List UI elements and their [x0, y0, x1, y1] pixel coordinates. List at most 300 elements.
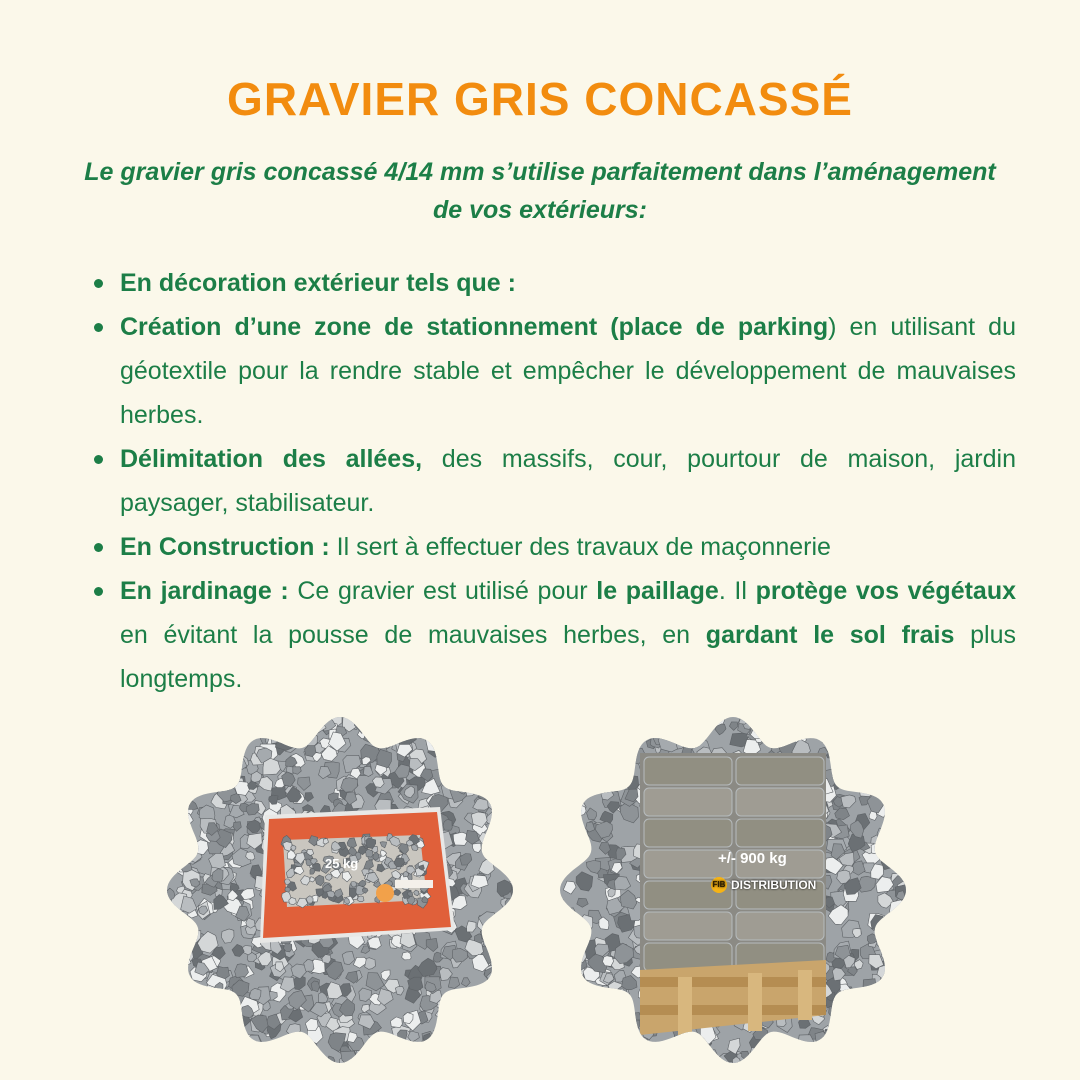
gravel-stone [558, 715, 568, 731]
gravel-stone [609, 1005, 623, 1021]
gravel-stone [482, 765, 496, 780]
gravel-stone [890, 779, 908, 796]
gravel-stone [758, 1047, 774, 1063]
gravel-stone [194, 715, 212, 733]
gravel-stone [875, 926, 892, 942]
gravel-stone [597, 715, 609, 722]
gravel-stone [891, 762, 903, 776]
gravel-stone [895, 1036, 908, 1054]
gravel-stone [385, 731, 396, 742]
gravel-stone [893, 728, 903, 738]
gravel-stone [606, 746, 618, 757]
gravel-stone [494, 998, 504, 1007]
gravel-stone [775, 715, 787, 727]
gravel-stone [800, 1043, 812, 1052]
gravel-stone [302, 733, 317, 746]
gravel-stone [575, 757, 592, 771]
item-text: ) en utilisant du géotextile pour la rendre stable et empêcher le développement de mauvaises herbes. [120, 313, 1016, 429]
gravel-stone [227, 1024, 240, 1037]
gravel-stone [263, 1058, 278, 1065]
gravel-bag-photo [165, 715, 515, 1065]
gravel-stone [664, 717, 678, 731]
gravel-stone [479, 998, 493, 1012]
gravel-stone [664, 715, 674, 726]
gravel-stone [214, 1038, 230, 1056]
gravel-stone [880, 998, 896, 1018]
gravel-stone [218, 1023, 232, 1037]
gravel-stone [403, 715, 415, 725]
gravel-stone [827, 727, 836, 735]
gravel-stone [669, 1057, 680, 1065]
gravel-stone [194, 754, 211, 769]
gravel-stone [559, 935, 576, 952]
gravel-stone [568, 740, 577, 748]
gravel-stone [497, 953, 512, 968]
gravel-stone [776, 715, 785, 724]
gravel-bag-image [165, 715, 515, 1065]
gravel-stone [672, 723, 684, 734]
gravel-stone [859, 994, 875, 1010]
gravel-stone [558, 806, 569, 821]
bullet-icon [94, 455, 103, 464]
gravel-stone [843, 1028, 861, 1044]
gravel-stone [370, 715, 385, 722]
gravel-stone [212, 715, 231, 728]
gravel-stone [167, 975, 177, 984]
gravel-stone [476, 1003, 495, 1022]
gravel-stone [490, 1046, 502, 1056]
gravel-stone [657, 721, 668, 732]
gravel-stone [864, 770, 881, 786]
gravel-stone [865, 728, 879, 745]
gravel-stone [558, 725, 571, 741]
gravel-stone [165, 904, 175, 920]
gravel-stone [365, 958, 376, 970]
gravel-stone [184, 998, 197, 1012]
gravel-stone [870, 715, 884, 724]
gravel-stone [292, 730, 309, 747]
gravel-stone [881, 1019, 895, 1035]
gravel-stone [878, 715, 897, 726]
gravel-stone [623, 769, 633, 777]
gravel-stone [489, 774, 503, 786]
gravel-stone [560, 720, 571, 730]
gravel-stone [468, 1016, 479, 1028]
gravel-stone [893, 830, 904, 840]
item-text: Ce gravier est utilisé pour [288, 577, 597, 605]
gravel-stone [467, 761, 477, 769]
gravel-stone [617, 742, 630, 753]
gravel-stone [881, 919, 895, 933]
gravel-stone [176, 795, 189, 812]
gravel-stone [870, 992, 888, 1009]
gravel-stone [183, 1054, 199, 1065]
gravel-stone [584, 725, 600, 744]
gravel-stone [398, 1052, 414, 1065]
gravel-stone [496, 806, 510, 819]
gravel-stone [888, 956, 902, 971]
gravel-stone [490, 986, 509, 1003]
gravel-stone [705, 715, 715, 721]
gravel-stone [275, 734, 295, 750]
gravel-stone [451, 734, 471, 751]
gravel-stone [570, 1029, 583, 1042]
gravel-stone [796, 717, 807, 733]
item-text: plus longtemps. [120, 621, 1017, 693]
gravel-stone [843, 1021, 856, 1034]
bullet-icon [94, 543, 103, 552]
gravel-stone [358, 721, 378, 739]
gravel-stone [885, 956, 904, 973]
gravel-stone [870, 754, 882, 764]
gravel-stone [498, 762, 510, 776]
gravel-stone [165, 1014, 175, 1029]
gravel-stone [626, 728, 641, 740]
gravel-stone [505, 715, 515, 723]
gravel-stone [853, 1048, 866, 1061]
gravel-stone [558, 935, 568, 955]
gravel-stone [871, 717, 884, 727]
gravel-stone [832, 1016, 841, 1026]
gravel-stone [576, 1028, 596, 1045]
gravel-stone [889, 944, 908, 960]
gravel-stone [822, 722, 835, 734]
gravel-stone [358, 896, 365, 902]
gravel-stone [590, 1042, 601, 1053]
gravel-stone [463, 721, 476, 736]
gravel-stone [558, 821, 567, 838]
gravel-stone [824, 1033, 838, 1045]
gravel-stone [197, 747, 205, 758]
gravel-stone [851, 757, 866, 774]
gravel-stone [883, 960, 903, 977]
gravel-stone [486, 778, 504, 793]
gravel-stone [201, 769, 220, 786]
gravel-stone [881, 855, 896, 869]
gravel-stone [184, 751, 197, 764]
gravel-stone [880, 726, 899, 740]
item-text-bold: le paillage [596, 577, 719, 605]
gravel-stone [222, 742, 241, 760]
gravel-stone [194, 1058, 211, 1065]
gravel-stone [500, 1031, 515, 1043]
gravel-stone [176, 976, 189, 988]
gravel-stone [179, 982, 192, 993]
gravel-stone [888, 926, 901, 939]
gravel-stone [568, 758, 578, 771]
gravel-stone [598, 1053, 614, 1066]
gravel-stone [865, 1025, 875, 1034]
gravel-stone [489, 821, 502, 833]
gravel-stone [438, 1024, 448, 1036]
gravel-stone [839, 719, 852, 728]
gravel-stone [559, 818, 574, 832]
gravel-stone [278, 1047, 287, 1056]
gravel-stone [710, 715, 722, 722]
gravel-stone [608, 715, 621, 723]
gravel-stone [454, 715, 469, 731]
gravel-stone [175, 978, 188, 990]
gravel-stone [180, 957, 191, 966]
gravel-stone [611, 1040, 627, 1058]
gravel-stone [830, 1019, 842, 1032]
gravel-stone [900, 959, 908, 971]
brand-logo [711, 877, 816, 893]
gravel-stone [891, 1000, 908, 1016]
gravel-stone [186, 994, 197, 1006]
gravel-stone [231, 720, 253, 738]
gravel-stone [569, 976, 582, 988]
gravel-stone [867, 720, 880, 735]
item-text-bold: Délimitation des allées, [120, 445, 423, 473]
gravel-stone [426, 726, 434, 736]
gravel-stone [851, 722, 861, 734]
gravel-stone [874, 1006, 892, 1024]
gravel-stone [370, 1043, 386, 1060]
gravel-stone [842, 1009, 854, 1022]
gravel-stone [245, 1035, 262, 1052]
gravel-stone [398, 1030, 408, 1040]
brand-name: DISTRIBUTION [731, 878, 817, 892]
gravel-stone [171, 781, 188, 800]
gravel-stone [558, 905, 567, 918]
gravel-stone [369, 1046, 382, 1060]
gravel-stone [884, 850, 900, 862]
gravel-stone [614, 1040, 627, 1055]
gravel-stone [383, 720, 392, 728]
gravel-stone [829, 1021, 844, 1034]
gravel-stone [578, 1045, 589, 1058]
gravel-stone [558, 719, 570, 730]
gravel-stone [167, 1000, 178, 1013]
gravel-stone [863, 979, 876, 995]
gravel-stone [602, 715, 622, 729]
usage-item [90, 525, 1016, 569]
gravel-stone [504, 856, 515, 866]
gravel-stone [240, 715, 257, 731]
gravel-stone [558, 911, 569, 926]
gravel-stone [499, 918, 511, 933]
gravel-stone [165, 950, 175, 964]
gravel-stone [829, 1005, 840, 1016]
gravel-stone [499, 1029, 515, 1046]
gravel-stone [509, 997, 515, 1006]
gravel-stone [690, 1042, 708, 1059]
gravel-stone [775, 1036, 788, 1050]
gravel-stone [572, 982, 585, 993]
gravel-stone [167, 823, 179, 836]
gravel-stone [476, 751, 492, 769]
gravel-stone [469, 1056, 482, 1065]
gravel-stone [827, 1044, 838, 1056]
gravel-stone [170, 978, 191, 992]
gravel-stone [181, 715, 190, 723]
gravel-stone [772, 732, 786, 745]
gravel-stone [205, 1006, 220, 1024]
gravel-stone [458, 741, 469, 750]
gravel-stone [572, 717, 586, 733]
gravel-stone [896, 768, 907, 779]
gravel-stone [411, 722, 428, 739]
gravel-stone [680, 1041, 702, 1059]
gravel-stone [454, 1035, 467, 1046]
gravel-stone [477, 715, 491, 724]
gravel-stone [903, 834, 908, 844]
page-subtitle: Le gravier gris concassé 4/14 mm s’utilise parfaitement dans l’aménagement de vos extérieurs: [84, 158, 996, 224]
gravel-stone [501, 981, 513, 991]
gravel-stone [818, 726, 832, 741]
gravel-stone [501, 794, 513, 806]
gravel-stone [889, 806, 903, 819]
gravel-stone [172, 918, 187, 933]
gravel-stone [505, 822, 516, 836]
gravel-stone [468, 1038, 478, 1047]
gravel-stone [649, 724, 664, 739]
gravel-stone [165, 821, 173, 831]
gravel-stone [618, 1011, 631, 1025]
gravel-stone [865, 779, 874, 790]
gravel-stone [899, 818, 908, 838]
gravel-stone [264, 715, 280, 723]
gravel-stone [496, 944, 515, 960]
gravel-stone [574, 741, 585, 754]
gravel-stone [509, 995, 515, 1005]
gravel-stone [406, 715, 425, 728]
gravel-stone [807, 1058, 817, 1065]
gravel-stone [360, 725, 369, 733]
gravel-stone [193, 721, 204, 731]
gravel-stone [566, 908, 575, 917]
gravel-stone [502, 822, 515, 839]
gravel-stone [207, 749, 217, 760]
gravel-stone [396, 726, 417, 744]
gravel-stone [490, 823, 505, 837]
gravel-stone [211, 715, 225, 723]
gravel-stone [491, 850, 507, 862]
gravel-stone [372, 729, 385, 744]
gravel-stone [402, 952, 411, 960]
gravel-stone [614, 736, 628, 749]
gravel-stone [568, 978, 581, 990]
gravel-stone [896, 715, 908, 727]
gravel-stone [567, 757, 580, 769]
gravel-stone [801, 1043, 818, 1063]
gravel-stone [454, 757, 471, 773]
gravel-stone [191, 986, 209, 1003]
gravel-stone [496, 962, 510, 973]
gravel-stone [558, 988, 569, 1000]
gravel-stone [772, 726, 786, 742]
gravel-stone [762, 1039, 777, 1054]
gravel-stone [505, 898, 515, 909]
gravel-stone [180, 725, 189, 735]
gravel-stone [499, 766, 509, 778]
gravel-stone [558, 727, 573, 747]
gravel-stone [403, 715, 419, 728]
gravel-stone [796, 1056, 808, 1065]
gravel-stone [900, 755, 908, 766]
gravel-stone [447, 1053, 463, 1065]
gravel-stone [901, 814, 908, 830]
pallet [640, 753, 826, 1035]
gravel-stone [882, 727, 900, 742]
gravel-stone [611, 998, 629, 1013]
gravel-stone [578, 915, 593, 931]
gravel-stone [601, 1001, 611, 1010]
gravel-stone [605, 715, 624, 728]
gravel-stone [366, 849, 374, 857]
gravel-stone [848, 1004, 859, 1013]
gravel-stone [434, 727, 443, 735]
gravel-stone [595, 715, 610, 730]
gravel-stone [645, 1045, 660, 1059]
gravel-stone [380, 719, 390, 727]
gravel-stone [311, 981, 320, 992]
gravel-stone [365, 1047, 377, 1059]
gravel-stone [489, 1035, 504, 1049]
gravel-stone [501, 745, 513, 760]
gravel-stone [859, 779, 875, 797]
gravel-stone [434, 1029, 450, 1045]
gravel-stone [584, 784, 597, 796]
gravel-stone [494, 1040, 512, 1058]
item-text: en évitant la pousse de mauvaises herbes, en [120, 621, 706, 649]
gravel-stone [879, 931, 893, 943]
gravel-stone [558, 1020, 568, 1038]
gravel-stone [220, 989, 233, 1005]
gravel-stone [889, 791, 904, 804]
gravel-stone [195, 995, 213, 1011]
gravel-stone [341, 1051, 358, 1065]
gravel-stone [561, 748, 572, 759]
gravel-stone [558, 948, 574, 965]
gravel-stone [383, 717, 395, 731]
gravel-stone [582, 779, 596, 792]
gravel-stone [202, 715, 217, 730]
item-text-bold: Création d’une zone de stationnement (place de parking [120, 313, 829, 341]
gravel-stone [165, 810, 179, 826]
gravel-stone [497, 847, 508, 860]
usage-item [90, 305, 1016, 437]
gravel-stone [830, 715, 840, 724]
gravel-stone [482, 771, 494, 784]
gravel-stone [881, 1052, 898, 1065]
gravel-stone [168, 771, 187, 790]
item-text: . Il [718, 577, 756, 605]
gravel-stone [871, 843, 883, 854]
gravel-stone [493, 1036, 510, 1050]
gravel-stone [837, 762, 856, 781]
gravel-stone [485, 967, 499, 983]
gravel-stone [499, 1041, 509, 1051]
gravel-stone [586, 1030, 601, 1043]
gravel-stone [600, 772, 618, 791]
gravel-stone [211, 754, 221, 762]
gravel-stone [892, 1036, 903, 1049]
gravel-stone [487, 920, 506, 935]
gravel-stone [499, 715, 515, 725]
gravel-stone [827, 1036, 839, 1047]
gravel-stone [431, 1033, 445, 1045]
bullet-icon [94, 587, 103, 596]
gravel-stone [496, 791, 511, 804]
gravel-stone [574, 715, 583, 723]
gravel-stone [176, 1037, 185, 1047]
gravel-stone [575, 994, 592, 1012]
gravel-stone [406, 1055, 416, 1065]
gravel-stone [495, 715, 506, 722]
gravel-stone [869, 1028, 888, 1042]
